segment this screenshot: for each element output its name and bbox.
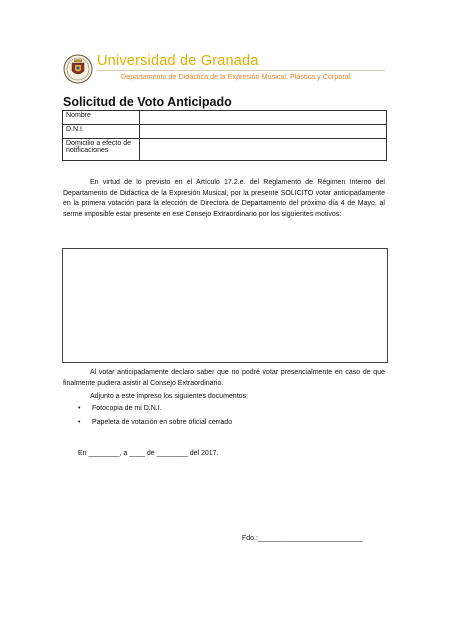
request-paragraph <box>63 178 385 220</box>
field-value-dni[interactable] <box>140 125 387 139</box>
declaration-paragraph <box>63 368 385 389</box>
table-row <box>63 111 387 125</box>
document-title: Solicitud de Voto Anticipado <box>63 95 232 109</box>
field-label-domicilio: Domicilio a efecto de notificaciones <box>63 139 140 161</box>
bullet-icon: • <box>78 405 81 412</box>
field-label-nombre: Nombre <box>63 111 140 125</box>
list-item <box>78 405 232 419</box>
attachment-ballot: Papeleta de votación en sobre oficial cerrado <box>92 419 233 426</box>
field-label-dni: D.N.I. <box>63 125 140 139</box>
header-divider <box>97 70 385 71</box>
list-item <box>78 419 232 433</box>
reasons-box[interactable] <box>62 248 388 363</box>
department-name: Departamento de Didáctica de la Expresión Musical, Plástica y Corporal <box>121 72 351 81</box>
field-value-nombre[interactable] <box>140 111 387 125</box>
declaration-paragraph-text: Al votar anticipadamente declaro saber que no podré votar presencialmente en caso de que finalmente pudiera asistir al Consejo Extraordinario. <box>63 369 385 387</box>
date-line: En ________, a ____ de ________ del 2017. <box>78 450 219 457</box>
attachments-list <box>78 405 232 433</box>
table-row <box>63 125 387 139</box>
attachment-dni-copy: Fotocopia de mi D.N.I. <box>92 405 162 412</box>
signature-line: Fdo.:___________________________ <box>242 535 364 542</box>
applicant-info-table <box>62 110 387 161</box>
university-name: Universidad de Granada <box>97 53 259 69</box>
attachments-intro: Adjunto a este impreso los siguientes documentos: <box>90 393 248 400</box>
university-seal-icon <box>63 54 93 84</box>
field-value-domicilio[interactable] <box>140 139 387 161</box>
table-row <box>63 139 387 161</box>
bullet-icon: • <box>78 419 81 426</box>
request-paragraph-text: En virtud de lo previsto en el Artículo 17.2.e. del Reglamento de Régimen Interno del Departamento de Didáctica de la Expresión Musical, por la presente SOLICITO votar anticipadamente en la primera votación para la elección de Directora de Departamento del próximo día 4 de Mayo, al serme imposible estar presente en ese Consejo Extraordinario por los siguientes motivos: <box>63 179 385 218</box>
